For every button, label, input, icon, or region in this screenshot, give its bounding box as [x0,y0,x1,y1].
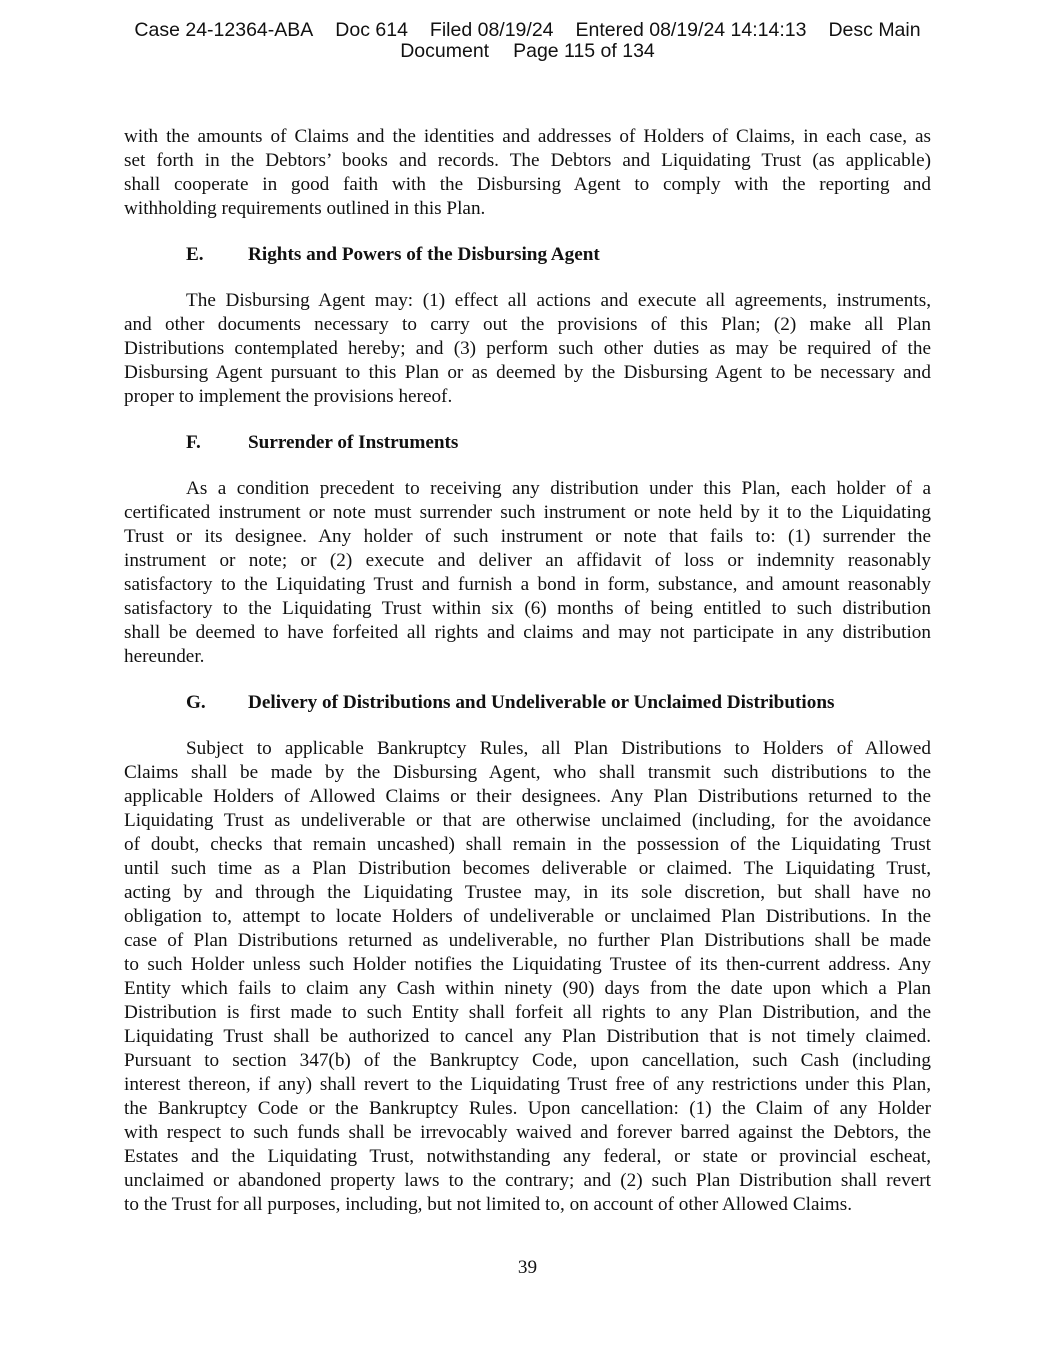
paragraph [124,477,931,669]
text-line: applicable Holders of Allowed Claims or their designees. Any Plan Distributions returned to the [124,786,931,807]
text-line: Distributions contemplated hereby; and (3) perform such other duties as may be required of the [124,338,931,359]
text-line: hereunder. [124,646,205,667]
text-line: Liquidating Trust as undeliverable or that are otherwise unclaimed (including, for the avoidance [124,810,931,831]
text-line: shall be deemed to have forfeited all rights and claims and may not participate in any distribution [124,622,931,643]
text-line: case of Plan Distributions returned as undeliverable, no further Plan Distributions shall be made [124,930,931,951]
description: Desc Main [828,19,921,41]
text-line: with respect to such funds shall be irrevocably waived and forever barred against the Debtors, the [124,1122,931,1143]
text-line: Liquidating Trust shall be authorized to cancel any Plan Distribution that is not timely claimed. [124,1026,931,1047]
text-line: to such Holder unless such Holder notifies the Liquidating Trustee of its then-current address. Any [124,954,931,975]
text-line: interest thereon, if any) shall revert to the Liquidating Trust free of any restrictions under this Plan, [124,1074,931,1095]
case-number: Case 24-12364-ABA [134,19,314,41]
text-line: Subject to applicable Bankruptcy Rules, all Plan Distributions to Holders of Allowed [186,738,931,759]
text-line: unclaimed or abandoned property laws to the contrary; and (2) such Plan Distribution shall revert [124,1170,931,1191]
text-line: proper to implement the provisions hereof. [124,386,453,407]
section-heading [186,431,931,455]
text-line: obligation to, attempt to locate Holders of undeliverable or unclaimed Plan Distributions. In the [124,906,931,927]
text-line: Entity which fails to claim any Cash within ninety (90) days from the date upon which a Plan [124,978,931,999]
text-line: to the Trust for all purposes, including, but not limited to, on account of other Allowed Claims. [124,1194,852,1215]
section-heading [186,243,931,267]
section-title: Delivery of Distributions and Undeliverable or Unclaimed Distributions [248,692,835,713]
text-line: until such time as a Plan Distribution becomes deliverable or claimed. The Liquidating Trust, [124,858,931,879]
text-line: with the amounts of Claims and the identities and addresses of Holders of Claims, in each case, as [124,126,931,147]
text-line: the Bankruptcy Code or the Bankruptcy Rules. Upon cancellation: (1) the Claim of any Holder [124,1098,931,1119]
entered-date: Entered 08/19/24 14:14:13 [575,19,807,41]
text-line: of doubt, checks that remain uncashed) shall remain in the possession of the Liquidating Trust [124,834,931,855]
paragraph [124,125,931,221]
text-line: Pursuant to section 347(b) of the Bankruptcy Code, upon cancellation, such Cash (including [124,1050,931,1071]
section-number: G. [186,692,206,713]
page-of: Page 115 of 134 [513,40,655,62]
text-line: satisfactory to the Liquidating Trust within six (6) months of being entitled to such distribution [124,598,931,619]
paragraph [124,737,931,1217]
text-line: set forth in the Debtors’ books and records. The Debtors and Liquidating Trust (as applicable) [124,150,931,171]
text-line: instrument or note; or (2) execute and deliver an affidavit of loss or indemnity reasonably [124,550,931,571]
document-body [124,125,931,1239]
filed-date: Filed 08/19/24 [429,19,554,41]
text-line: Claims shall be made by the Disbursing Agent, who shall transmit such distributions to the [124,762,931,783]
text-line: acting by and through the Liquidating Trustee may, in its sole discretion, but shall have no [124,882,931,903]
text-line: As a condition precedent to receiving any distribution under this Plan, each holder of a [186,478,931,499]
section-heading [186,691,931,715]
text-line: and other documents necessary to carry out the provisions of this Plan; (2) make all Plan [124,314,931,335]
text-line: Disbursing Agent pursuant to this Plan or as deemed by the Disbursing Agent to be necessary and [124,362,931,383]
paragraph [124,289,931,409]
section-title: Surrender of Instruments [248,432,459,453]
text-line: The Disbursing Agent may: (1) effect all actions and execute all agreements, instruments, [186,290,931,311]
text-line: satisfactory to the Liquidating Trust and furnish a bond in form, substance, and amount reasonably [124,574,931,595]
text-line: Estates and the Liquidating Trust, notwithstanding any federal, or state or provincial escheat, [124,1146,931,1167]
text-line: withholding requirements outlined in this Plan. [124,198,486,219]
doc-number: Doc 614 [335,19,408,41]
text-line: certificated instrument or note must surrender such instrument or note held by it to the Liquidating [124,502,931,523]
text-line: Trust or its designee. Any holder of such instrument or note that fails to: (1) surrender the [124,526,931,547]
text-line: Distribution is first made to such Entity shall forfeit all rights to any Plan Distribution, and the [124,1002,931,1023]
section-number: E. [186,244,204,265]
document-label: Document [400,40,490,62]
court-filing-header [0,20,1055,62]
section-number: F. [186,432,201,453]
section-title: Rights and Powers of the Disbursing Agent [248,244,600,265]
text-line: shall cooperate in good faith with the Disbursing Agent to comply with the reporting and [124,174,931,195]
page-number: 39 [517,1257,538,1278]
